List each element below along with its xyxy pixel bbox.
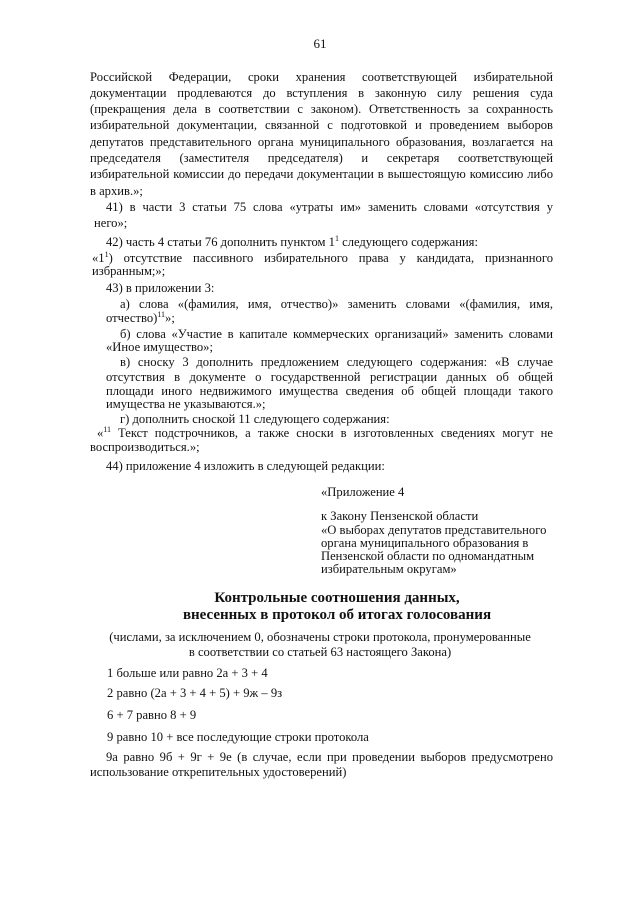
item-42-quote: «$1^1$) отсутствие пассивного избирательного права у кандидата, признанного xyxy=(92,250,553,265)
appendix-line: Пензенской области по одномандатным xyxy=(321,549,535,563)
note-line: в соответствии со статьей 63 настоящего Закона) xyxy=(188,645,452,659)
text-line: избранным;»; xyxy=(92,264,166,278)
appendix-line: органа муниципального образования в xyxy=(321,536,529,550)
text-line: него»; xyxy=(94,216,128,230)
appendix-title: «Приложение 4 xyxy=(321,485,405,499)
appendix-line: «О выборах депутатов представительного xyxy=(321,523,547,537)
item-43: 43) в приложении 3: xyxy=(106,281,215,295)
text-line: избирательной документации, связанной с подготовкой и проведением выборов xyxy=(90,118,553,132)
section-heading: Контрольные соотношения данных, xyxy=(214,590,460,606)
relation-line: 2 равно (2а + 3 + 4 + 5) + 9ж – 9з xyxy=(107,686,283,700)
page-number: 61 xyxy=(313,36,327,51)
item-43v: в) сноску 3 дополнить предложением следующего содержания: «В случае xyxy=(120,355,553,369)
relation-line: 9 равно 10 + все последующие строки протокола xyxy=(107,730,369,744)
footnote-text: «$^{11}$ Текст подстрочников, а также сноски в изготовленных сведениях могут не xyxy=(97,425,553,440)
text-line: председателя (заместителя председателя) и секретаря соответствующей xyxy=(90,151,553,165)
text-line: в архив.»; xyxy=(90,184,143,198)
relation-line: 1 больше или равно 2а + 3 + 4 xyxy=(107,666,268,680)
text-line: «Иное имущество»; xyxy=(106,340,213,354)
appendix-line: избирательным округам» xyxy=(321,562,457,576)
item-43b: б) слова «Участие в капитале коммерческих организаций» заменить словами xyxy=(120,327,553,341)
text-line: избирательной комиссии до передачи документации в вышестоящую комиссию либо xyxy=(90,167,553,181)
text-line: (прекращения дела в соответствии с законом). Ответственность за сохранность xyxy=(90,102,553,116)
text-line: документации продлеваются до вступления в законную силу решения суда xyxy=(90,86,553,100)
text-line: имущества не указываются.»; xyxy=(106,397,266,411)
text-line: использование открепительных удостоверений) xyxy=(90,765,347,779)
relation-line: 6 + 7 равно 8 + 9 xyxy=(107,708,197,722)
item-44: 44) приложение 4 изложить в следующей редакции: xyxy=(106,459,385,473)
appendix-line: к Закону Пензенской области xyxy=(321,509,479,523)
text-line: площади иного недвижимого имущества сведения об общей площади такого xyxy=(106,384,553,398)
text-line: воспроизводиться.»; xyxy=(90,440,200,454)
item-42: 42) часть 4 статьи 76 дополнить пунктом $1^1$ следующего содержания: xyxy=(106,234,478,249)
item-43g: г) дополнить сноской 11 следующего содержания: xyxy=(120,412,390,426)
text-line: отчество)$^{11}$»; xyxy=(106,310,175,325)
relation-line: 9а равно 9б + 9г + 9е (в случае, если при проведении выборов предусмотрено xyxy=(106,750,553,764)
text-line: депутатов представительного органа муниципального образования, возлагается на xyxy=(90,135,553,149)
text-line: Российской Федерации, сроки хранения соответствующей избирательной xyxy=(90,70,553,84)
item-41: 41) в части 3 статьи 75 слова «утраты им» заменить словами «отсутствия у xyxy=(106,200,553,214)
text-line: отсутствия в документе о государственной регистрации данных об общей xyxy=(106,370,553,384)
section-heading: внесенных в протокол об итогах голосования xyxy=(182,607,492,623)
item-43a: а) слова «(фамилия, имя, отчество)» заменить словами «(фамилия, имя, xyxy=(120,297,553,311)
note-line: (числами, за исключением 0, обозначены строки протокола, пронумерованные xyxy=(109,630,531,644)
